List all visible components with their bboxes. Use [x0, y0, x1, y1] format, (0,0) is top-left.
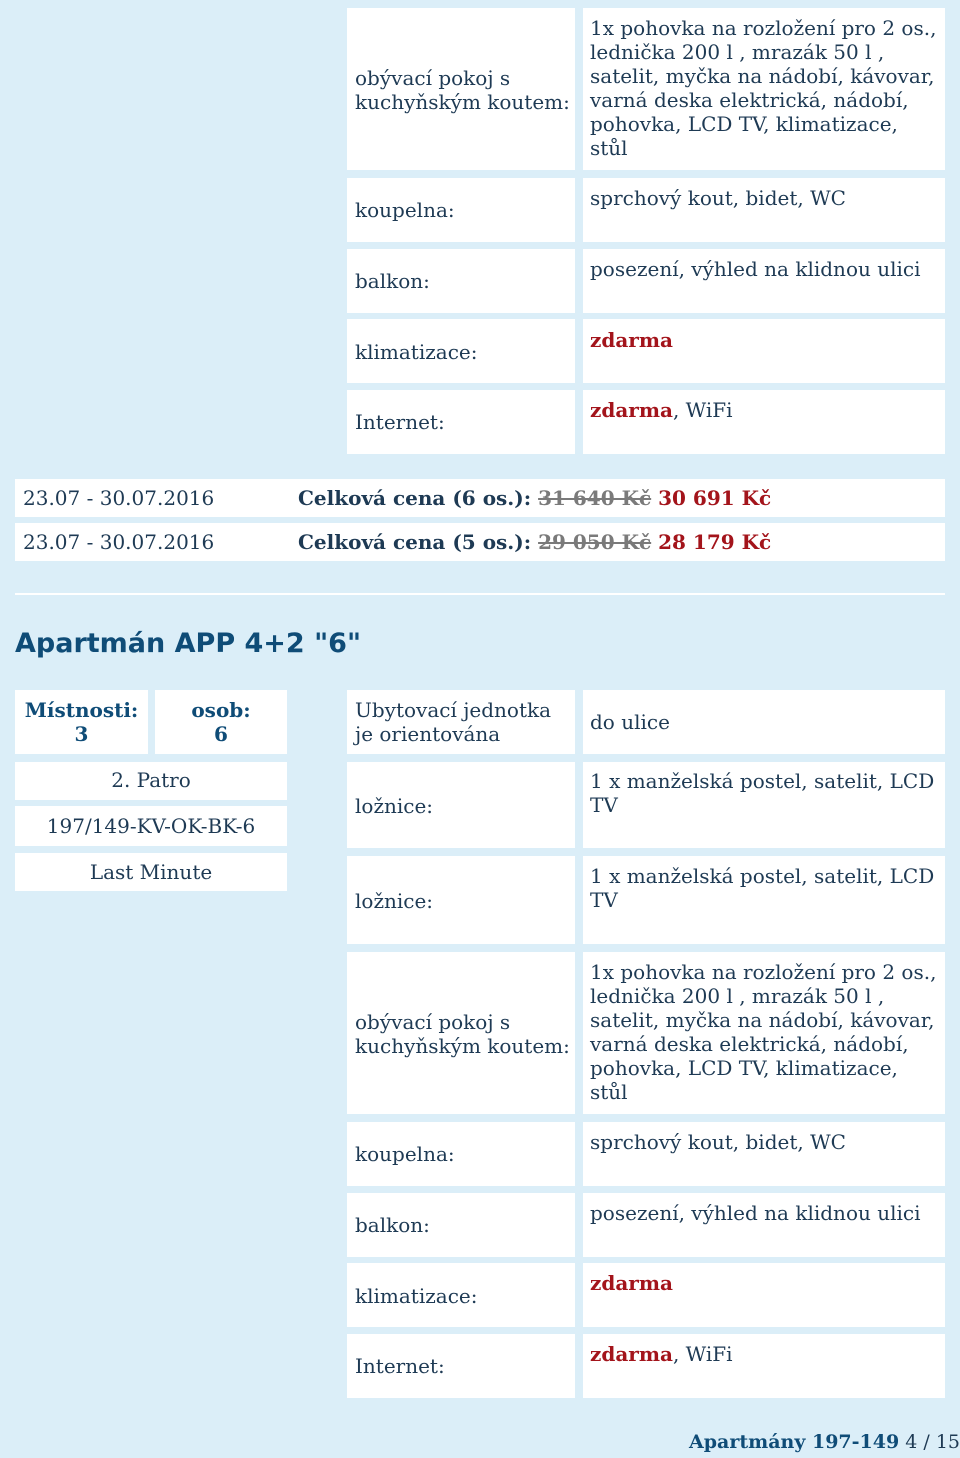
balcony-label: balkon: [355, 269, 430, 293]
price-old: 29 050 Kč [538, 530, 652, 554]
apartment-title: Apartmán APP 4+2 "6" [15, 628, 362, 659]
floor-label: 2. Patro [111, 768, 191, 792]
rooms-label: Místnosti: [24, 698, 139, 722]
internet-value [590, 398, 940, 422]
price-label: Celková cena (6 os.): [298, 486, 532, 510]
price-title [298, 487, 771, 509]
price-old: 31 640 Kč [538, 486, 652, 510]
ac-label: klimatizace: [355, 1284, 478, 1308]
internet-rest: , WiFi [672, 1342, 733, 1366]
page-footer [689, 1431, 960, 1453]
bedroom1-label: ložnice: [355, 794, 434, 818]
bedroom2-value: 1 x manželská postel, satelit, LCD TV [590, 864, 935, 912]
internet-free: zdarma [590, 398, 673, 422]
internet-rest: , WiFi [672, 398, 733, 422]
price-date: 23.07 - 30.07.2016 [23, 530, 215, 554]
balcony-value: posezení, výhled na klidnou ulici [590, 1201, 921, 1225]
orientation-value: do ulice [590, 710, 670, 734]
apartment-code: 197/149-KV-OK-BK-6 [46, 814, 256, 838]
living-label: obývací pokoj s kuchyňským koutem: [355, 1010, 570, 1058]
price-label: Celková cena (5 os.): [298, 530, 532, 554]
persons-value: 6 [214, 722, 228, 746]
bathroom-value: sprchový kout, bidet, WC [590, 186, 846, 210]
internet-free: zdarma [590, 1342, 673, 1366]
bedroom2-label: ložnice: [355, 889, 434, 913]
rooms-value: 3 [74, 722, 89, 746]
balcony-value: posezení, výhled na klidnou ulici [590, 257, 921, 281]
bathroom-value: sprchový kout, bidet, WC [590, 1130, 846, 1154]
ac-value: zdarma [590, 1271, 673, 1295]
price-new: 30 691 Kč [658, 486, 772, 510]
internet-value [590, 1342, 940, 1366]
internet-label: Internet: [355, 410, 445, 434]
orientation-label: Ubytovací jednotka je orientována [355, 698, 552, 746]
footer-title: Apartmány 197-149 [688, 1431, 900, 1453]
internet-label: Internet: [355, 1354, 445, 1378]
price-new: 28 179 Kč [658, 530, 772, 554]
section-divider [15, 593, 945, 595]
living-value: 1x pohovka na rozložení pro 2 os., lednička 200 l , mrazák 50 l , satelit, myčka na nádobí, kávovar, varná deska elektrická, nádobí, pohovka, LCD TV, klimatizace, stůl [590, 960, 937, 1104]
footer-page-number: 4 / 15 [905, 1431, 960, 1453]
ac-label: klimatizace: [355, 340, 478, 364]
bedroom1-value: 1 x manželská postel, satelit, LCD TV [590, 769, 935, 817]
price-title [298, 531, 771, 553]
last-minute-badge: Last Minute [89, 860, 213, 884]
living-label: obývací pokoj s kuchyňským koutem: [355, 66, 570, 114]
living-value: 1x pohovka na rozložení pro 2 os., lednička 200 l , mrazák 50 l , satelit, myčka na nádobí, kávovar, varná deska elektrická, nádobí, pohovka, LCD TV, klimatizace, stůl [590, 16, 937, 160]
persons-label: osob: [191, 698, 251, 722]
bathroom-label: koupelna: [355, 1142, 455, 1166]
price-row [15, 523, 945, 561]
price-row [15, 479, 945, 517]
balcony-label: balkon: [355, 1213, 430, 1237]
price-date: 23.07 - 30.07.2016 [23, 486, 215, 510]
bathroom-label: koupelna: [355, 198, 455, 222]
ac-value: zdarma [590, 328, 673, 352]
